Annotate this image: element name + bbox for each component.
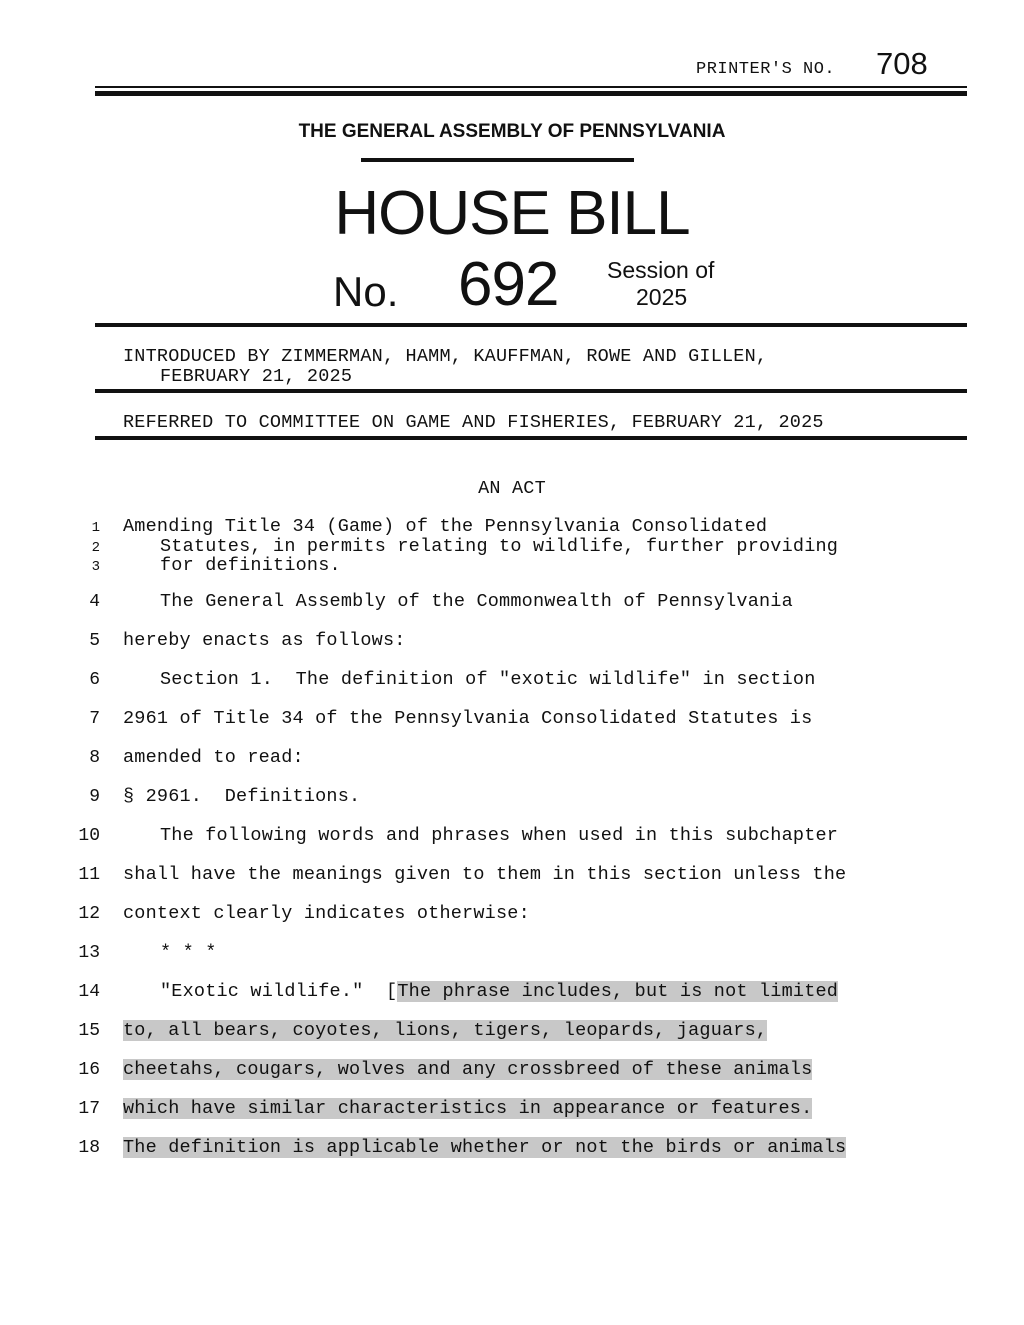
header-rule-thick bbox=[95, 91, 967, 96]
section-rule bbox=[95, 323, 967, 327]
title-line: Amending Title 34 (Game) of the Pennsylvania Consolidated bbox=[123, 516, 768, 537]
line-number: 11 bbox=[78, 865, 100, 885]
line-number: 3 bbox=[91, 559, 100, 575]
section-rule bbox=[95, 389, 967, 393]
line-number: 7 bbox=[89, 709, 100, 729]
deleted-text: to, all bears, coyotes, lions, tigers, leopards, jaguars, bbox=[123, 1020, 768, 1041]
body-line: The following words and phrases when used in this subchapter bbox=[160, 825, 839, 846]
introduced-by-line-1: INTRODUCED BY ZIMMERMAN, HAMM, KAUFFMAN, ROWE AND GILLEN, bbox=[123, 346, 768, 367]
session-label: Session of bbox=[607, 257, 715, 283]
line-number: 6 bbox=[89, 670, 100, 690]
body-line: The General Assembly of the Commonwealth of Pennsylvania bbox=[160, 591, 793, 612]
line-number: 8 bbox=[89, 748, 100, 768]
line-number: 1 bbox=[91, 520, 100, 536]
session-year: 2025 bbox=[636, 284, 688, 310]
line-number: 17 bbox=[78, 1099, 100, 1119]
referred-to-committee: REFERRED TO COMMITTEE ON GAME AND FISHERIES, FEBRUARY 21, 2025 bbox=[123, 412, 824, 433]
title-line: for definitions. bbox=[160, 555, 341, 576]
line-number: 4 bbox=[89, 592, 100, 612]
line-number: 14 bbox=[78, 982, 100, 1002]
line-number: 2 bbox=[91, 540, 100, 556]
definition-term: "Exotic wildlife." [ bbox=[160, 981, 398, 1002]
printers-number: 708 bbox=[876, 46, 928, 81]
body-line: hereby enacts as follows: bbox=[123, 630, 406, 651]
deleted-text: cheetahs, cougars, wolves and any crossbreed of these animals bbox=[123, 1059, 813, 1080]
body-line bbox=[123, 1059, 812, 1080]
body-line bbox=[123, 1098, 812, 1119]
body-line: shall have the meanings given to them in this section unless the bbox=[123, 864, 847, 885]
line-number: 10 bbox=[78, 826, 100, 846]
line-number: 9 bbox=[89, 787, 100, 807]
line-number: 18 bbox=[78, 1138, 100, 1158]
body-line: amended to read: bbox=[123, 747, 304, 768]
line-number: 13 bbox=[78, 943, 100, 963]
body-line: context clearly indicates otherwise: bbox=[123, 903, 530, 924]
deleted-text: The definition is applicable whether or not the birds or animals bbox=[123, 1137, 847, 1158]
assembly-title: THE GENERAL ASSEMBLY OF PENNSYLVANIA bbox=[298, 121, 726, 142]
introduced-by-line-2: FEBRUARY 21, 2025 bbox=[160, 366, 353, 387]
section-heading: § 2961. Definitions. bbox=[123, 786, 361, 807]
header-rule-thin bbox=[95, 86, 967, 88]
line-number: 15 bbox=[78, 1021, 100, 1041]
line-number: 5 bbox=[89, 631, 100, 651]
bill-number-label: No. bbox=[333, 268, 399, 315]
section-rule bbox=[95, 436, 967, 440]
printers-number-label: PRINTER'S NO. bbox=[696, 60, 836, 79]
omission-marker: * * * bbox=[160, 942, 217, 963]
title-divider bbox=[361, 158, 634, 162]
body-line bbox=[160, 981, 838, 1002]
bill-type: HOUSE BILL bbox=[334, 179, 690, 248]
bill-number: 692 bbox=[458, 250, 559, 319]
line-number: 12 bbox=[78, 904, 100, 924]
body-line bbox=[123, 1020, 767, 1041]
deleted-text: which have similar characteristics in appearance or features. bbox=[123, 1098, 813, 1119]
body-line: Section 1. The definition of "exotic wildlife" in section bbox=[160, 669, 816, 690]
body-line: 2961 of Title 34 of the Pennsylvania Consolidated Statutes is bbox=[123, 708, 813, 729]
title-line: Statutes, in permits relating to wildlife, further providing bbox=[160, 536, 839, 557]
line-number: 16 bbox=[78, 1060, 100, 1080]
act-heading: AN ACT bbox=[478, 478, 546, 499]
deleted-text: The phrase includes, but is not limited bbox=[397, 981, 839, 1002]
body-line bbox=[123, 1137, 846, 1158]
